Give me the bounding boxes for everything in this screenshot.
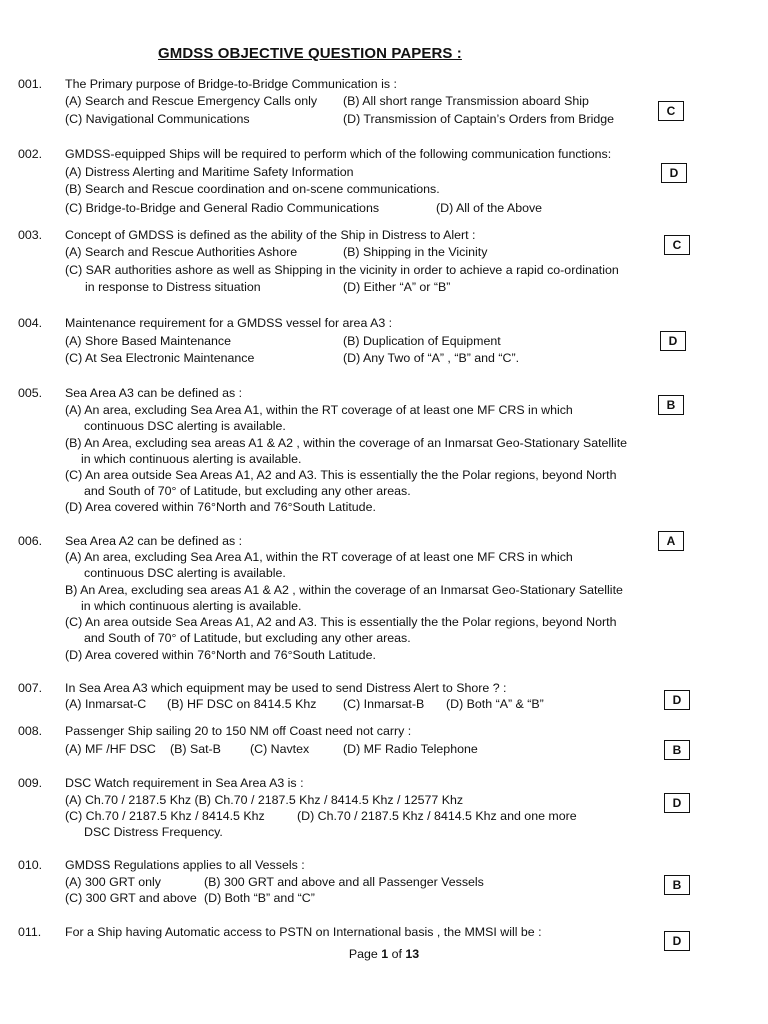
option-c-continued: and South of 70° of Latitude, but excluding any other areas. [84,484,411,498]
option-c-continued: and South of 70° of Latitude, but excluding any other areas. [84,631,411,645]
question-number: 001. [18,77,43,91]
option-d: (D) Both “A” & “B” [446,697,544,711]
answer-box: B [664,740,690,760]
option-c: (C) Navtex [250,742,310,756]
page-footer [0,947,768,961]
option-c: (C) An area outside Sea Areas A1, A2 and A3. This is essentially the the Polar regions, beyond North [65,468,617,482]
option-c: (C) SAR authorities ashore as well as Shipping in the vicinity in order to achieve a rapid co-ordination [65,263,619,277]
page-total: 13 [405,947,420,961]
option-a: (A) An area, excluding Sea Area A1, within the RT coverage of at least one MF CRS in which [65,550,573,564]
option-a: (A) An area, excluding Sea Area A1, within the RT coverage of at least one MF CRS in which [65,403,573,417]
question-text: For a Ship having Automatic access to PSTN on International basis , the MMSI will be : [65,925,542,939]
question-number: 011. [18,925,42,939]
option-a-b: (A) Ch.70 / 2187.5 Khz (B) Ch.70 / 2187.5 Khz / 8414.5 Khz / 12577 Khz [65,793,464,807]
option-c: (C) An area outside Sea Areas A1, A2 and A3. This is essentially the the Polar regions, beyond North [65,615,617,629]
answer-box: B [658,395,684,415]
page-number: 1 [381,947,389,961]
option-d: (D) Any Two of “A” , “B” and “C”. [343,351,520,365]
question-number: 003. [18,228,43,242]
option-b: (B) 300 GRT and above and all Passenger Vessels [204,875,484,889]
option-c: (C) Bridge-to-Bridge and General Radio Communications [65,201,380,215]
question-text: Sea Area A3 can be defined as : [65,386,243,400]
option-d: (D) Transmission of Captain’s Orders from Bridge [343,112,615,126]
answer-box: B [664,875,690,895]
page-title: GMDSS OBJECTIVE QUESTION PAPERS : [158,45,462,62]
question-text: GMDSS-equipped Ships will be required to perform which of the following communication functions: [65,147,612,161]
option-c: (C) Inmarsat-B [343,697,425,711]
question-number: 010. [18,858,43,872]
answer-box: D [664,793,690,813]
answer-box: D [664,690,690,710]
question-number: 009. [18,776,43,790]
option-a: (A) Search and Rescue Authorities Ashore [65,245,298,259]
page-label: Page [348,947,382,961]
option-c: (C) 300 GRT and above [65,891,197,905]
option-b: (B) Duplication of Equipment [343,334,501,348]
option-a: (A) 300 GRT only [65,875,161,889]
option-c-continued: in response to Distress situation [85,280,261,294]
option-b: (B) Shipping in the Vicinity [343,245,488,259]
question-text: DSC Watch requirement in Sea Area A3 is : [65,776,304,790]
answer-box: C [664,235,690,255]
question-number: 008. [18,724,43,738]
question-number: 007. [18,681,43,695]
option-b: (B) All short range Transmission aboard Ship [343,94,589,108]
question-number: 004. [18,316,43,330]
option-d: (D) MF Radio Telephone [343,742,478,756]
question-text: Maintenance requirement for a GMDSS vessel for area A3 : [65,316,393,330]
option-d: (D) Area covered within 76°North and 76°South Latitude. [65,648,376,662]
question-number: 006. [18,534,43,548]
answer-box: C [658,101,684,121]
option-b-continued: in which continuous alerting is available. [81,599,302,613]
option-d: (D) Area covered within 76°North and 76°South Latitude. [65,500,376,514]
option-b: (B) Search and Rescue coordination and on-scene communications. [65,182,440,196]
option-c: (C) At Sea Electronic Maintenance [65,351,255,365]
option-d-continued: DSC Distress Frequency. [84,825,223,839]
option-a: (A) Inmarsat-C [65,697,147,711]
question-text: The Primary purpose of Bridge-to-Bridge Communication is : [65,77,397,91]
question-text: In Sea Area A3 which equipment may be used to send Distress Alert to Shore ? : [65,681,507,695]
option-b: (B) Sat-B [170,742,221,756]
option-a: (A) Search and Rescue Emergency Calls only [65,94,318,108]
option-b: (B) An Area, excluding sea areas A1 & A2 , within the coverage of an Inmarsat Geo-Stationary Satellite [65,436,628,450]
option-a-continued: continuous DSC alerting is available. [84,566,286,580]
option-d: (D) Both “B” and “C” [204,891,315,905]
question-number: 002. [18,147,43,161]
question-text: Sea Area A2 can be defined as : [65,534,243,548]
option-b: (B) HF DSC on 8414.5 Khz [167,697,317,711]
option-d: (D) Either “A” or “B” [343,280,451,294]
option-a: (A) Distress Alerting and Maritime Safety Information [65,165,354,179]
option-a: (A) MF /HF DSC [65,742,156,756]
option-c: (C) Ch.70 / 2187.5 Khz / 8414.5 Khz [65,809,265,823]
option-a-continued: continuous DSC alerting is available. [84,419,286,433]
question-text: Passenger Ship sailing 20 to 150 NM off Coast need not carry : [65,724,412,738]
answer-box: D [661,163,687,183]
option-d: (D) All of the Above [436,201,543,215]
answer-box: D [660,331,686,351]
option-a: (A) Shore Based Maintenance [65,334,231,348]
option-b-continued: in which continuous alerting is available. [81,452,302,466]
option-d: (D) Ch.70 / 2187.5 Khz / 8414.5 Khz and one more [297,809,577,823]
question-number: 005. [18,386,43,400]
answer-box: A [658,531,684,551]
option-c: (C) Navigational Communications [65,112,250,126]
question-text: GMDSS Regulations applies to all Vessels : [65,858,305,872]
option-b: B) An Area, excluding sea areas A1 & A2 , within the coverage of an Inmarsat Geo-Stationary Satellite [65,583,623,597]
question-text: Concept of GMDSS is defined as the ability of the Ship in Distress to Alert : [65,228,476,242]
answer-box: D [664,931,690,951]
page-separator: of [388,947,406,961]
